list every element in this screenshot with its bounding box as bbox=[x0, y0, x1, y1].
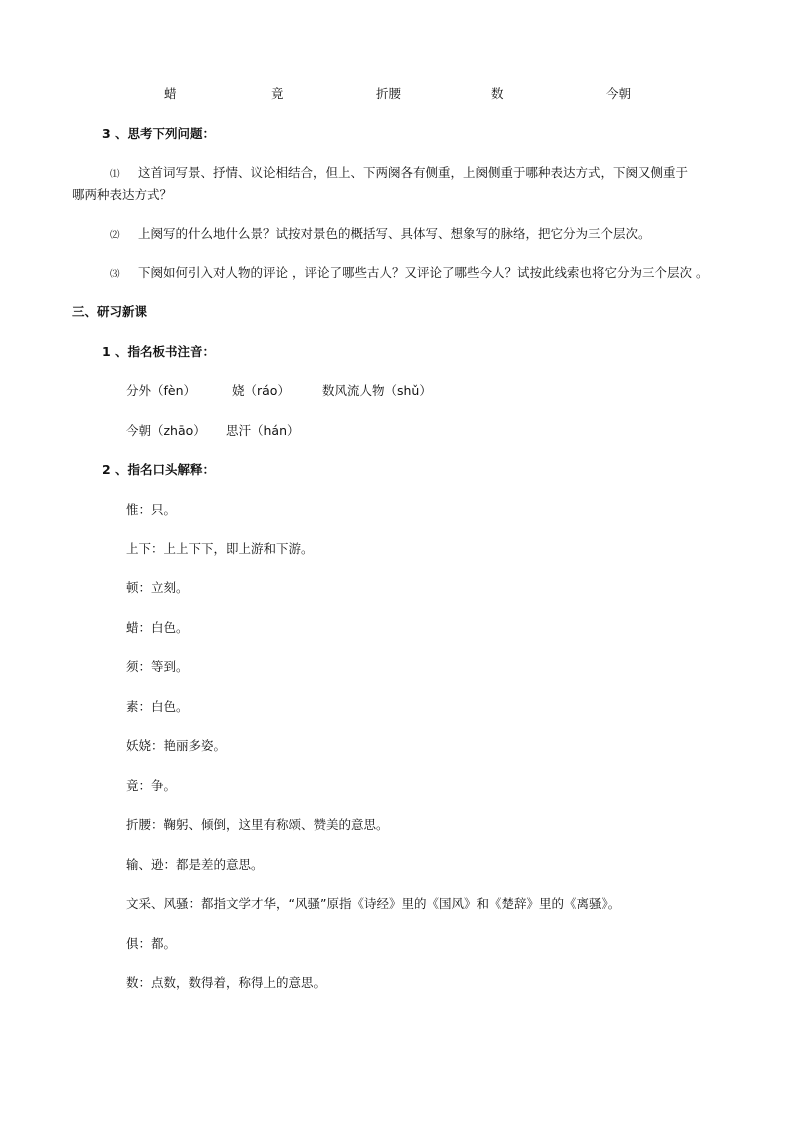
question-number: ⑴ bbox=[110, 169, 120, 180]
question-text: 下阕如何引入对人物的评论 ，评论了哪些古人？又评论了哪些今人？试按此线索也将它分为三个层次 。 bbox=[138, 265, 709, 280]
subsection-heading: 1 、指名板书注音： bbox=[102, 344, 216, 359]
pinyin-item: 数风流人物（shǔ） bbox=[322, 383, 432, 398]
section-heading: 三、研习新课 bbox=[72, 304, 148, 319]
vocab-word: 折腰 bbox=[376, 86, 402, 101]
question-text: 上阕写的什么地什么景？试按对景色的概括写、具体写、想象写的脉络，把它分为三个层次。 bbox=[138, 226, 651, 241]
vocab-word: 今朝 bbox=[606, 86, 632, 101]
question-item bbox=[110, 263, 794, 285]
gloss-item: 上下：上上下下，即上游和下游。 bbox=[126, 541, 314, 556]
gloss-item: 顿：立刻。 bbox=[126, 580, 189, 595]
gloss-item: 妖娆：艳丽多姿。 bbox=[126, 738, 227, 753]
question-item bbox=[110, 163, 794, 185]
gloss-item: 须：等到。 bbox=[126, 659, 189, 674]
gloss-item: 素：白色。 bbox=[126, 699, 189, 714]
question-number: ⑶ bbox=[110, 269, 120, 280]
gloss-item: 数：点数，数得着，称得上的意思。 bbox=[126, 975, 327, 990]
vocab-word: 蜡 bbox=[164, 86, 177, 101]
thinking-questions-heading: 3 、思考下列问题： bbox=[102, 126, 216, 141]
vocab-word: 数 bbox=[491, 86, 504, 101]
pinyin-item: 思汗（hán） bbox=[226, 423, 300, 438]
pinyin-item: 分外（fèn） bbox=[126, 383, 197, 398]
gloss-item: 俱：都。 bbox=[126, 936, 177, 951]
question-continuation: 哪两种表达方式？ bbox=[72, 187, 173, 202]
pinyin-item: 娆（ráo） bbox=[232, 383, 290, 398]
question-item bbox=[110, 224, 794, 246]
pinyin-item: 今朝（zhāo） bbox=[126, 423, 206, 438]
vocab-word: 竟 bbox=[271, 86, 284, 101]
question-number: ⑵ bbox=[110, 230, 120, 241]
gloss-item: 竟：争。 bbox=[126, 778, 177, 793]
gloss-item: 折腰：鞠躬、倾倒，这里有称颂、赞美的意思。 bbox=[126, 817, 389, 832]
gloss-item: 蜡：白色。 bbox=[126, 620, 189, 635]
gloss-item: 文采、风骚：都指文学才华，“风骚”原指《诗经》里的《国风》和《楚辞》里的《离骚》。 bbox=[126, 896, 621, 911]
gloss-item: 惟：只。 bbox=[126, 502, 177, 517]
question-text: 这首词写景、抒情、议论相结合，但上、下两阕各有侧重，上阕侧重于哪种表达方式，下阕又侧重于 bbox=[138, 165, 689, 180]
gloss-item: 输、逊：都是差的意思。 bbox=[126, 857, 264, 872]
subsection-heading: 2 、指名口头解释： bbox=[102, 462, 216, 477]
